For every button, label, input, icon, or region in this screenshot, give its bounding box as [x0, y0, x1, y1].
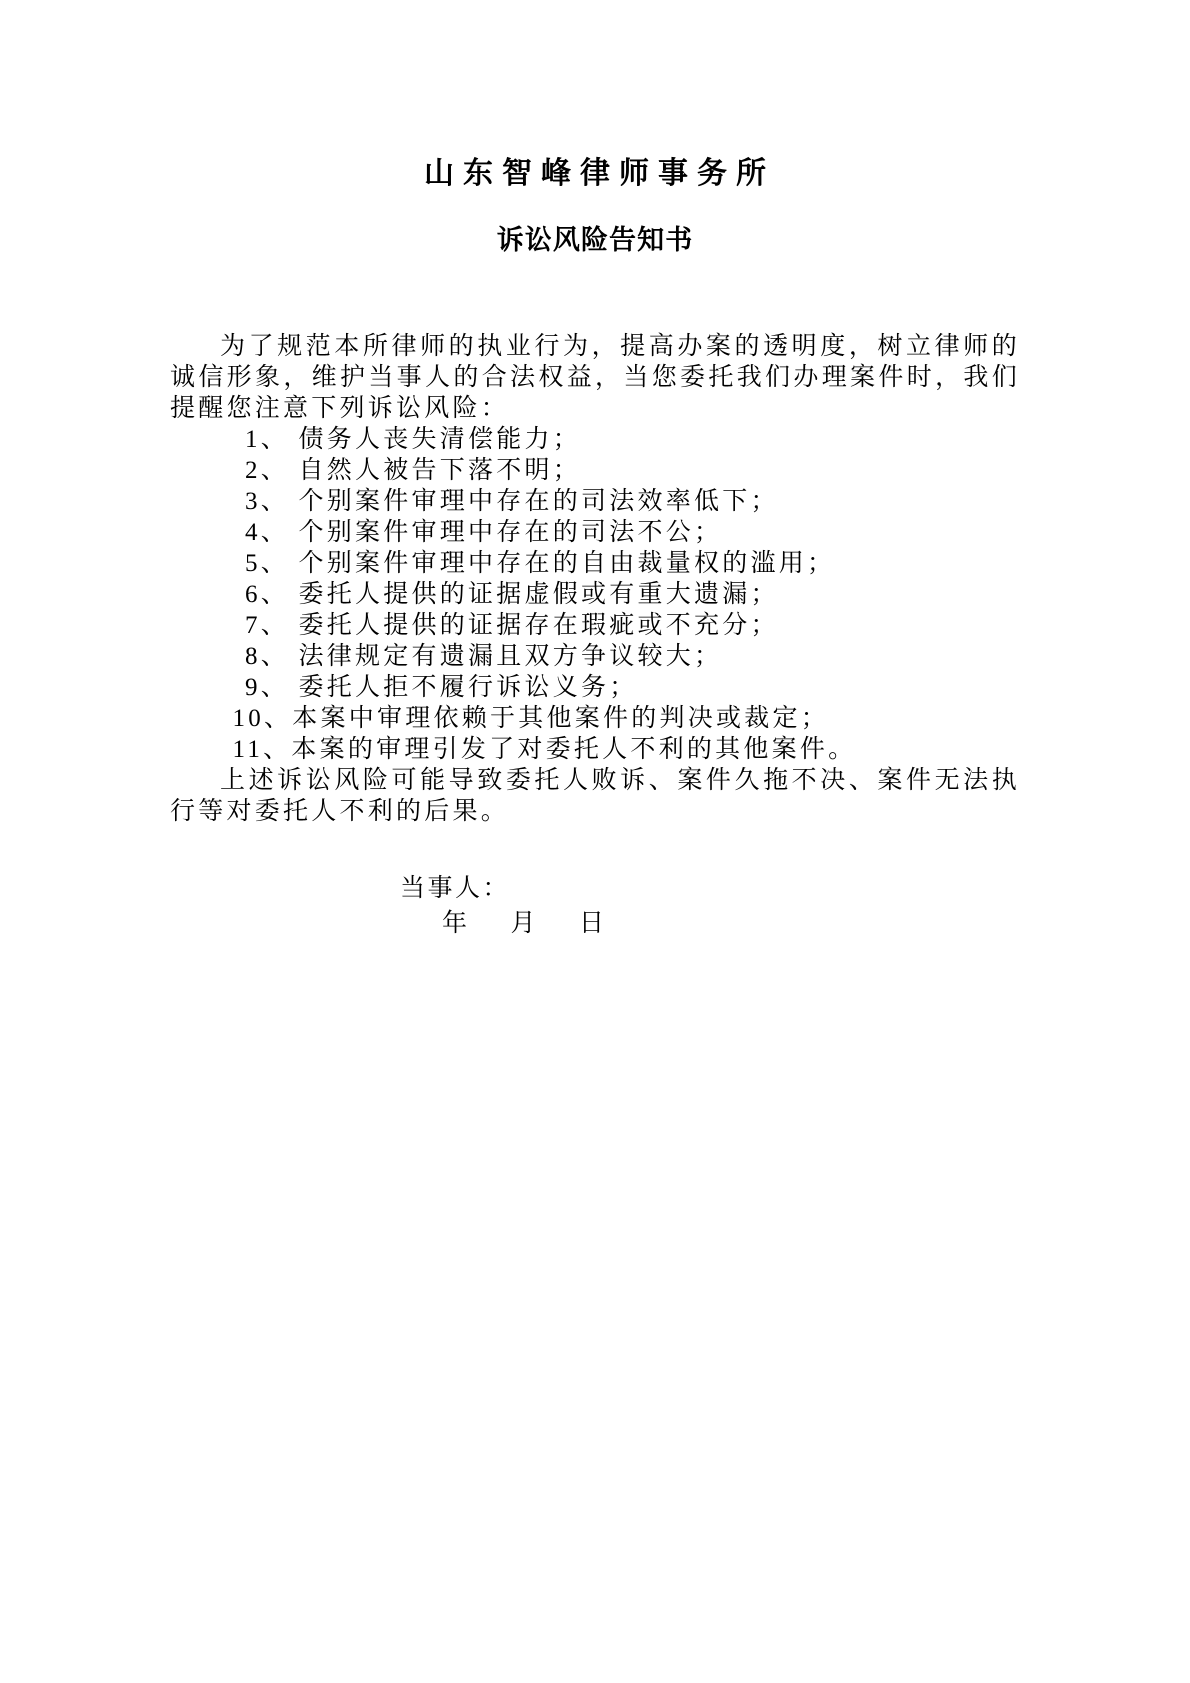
document-title: 山东智峰律师事务所: [424, 157, 775, 190]
risk-item-7: 7、 委托人提供的证据存在瑕疵或不充分；: [245, 612, 779, 639]
risk-item-5: 5、 个别案件审理中存在的自由裁量权的滥用；: [245, 550, 836, 577]
risk-item-1: 1、 债务人丧失清偿能力；: [245, 426, 582, 453]
risk-item-8: 8、 法律规定有遗漏且双方争议较大；: [245, 643, 723, 670]
day-label: 日: [579, 910, 607, 937]
risk-item-10: 10、本案中审理依赖于其他案件的判决或裁定；: [232, 705, 830, 732]
document-subtitle: 诉讼风险告知书: [496, 225, 694, 255]
year-label: 年: [442, 910, 470, 937]
risk-item-4: 4、 个别案件审理中存在的司法不公；: [245, 519, 723, 546]
signature-block: [170, 873, 1020, 939]
risk-list: [170, 424, 1020, 765]
closing-paragraph: 上述诉讼风险可能导致委托人败诉、案件久拖不决、案件无法执行等对委托人不利的后果。: [170, 767, 1020, 825]
risk-item-6: 6、 委托人提供的证据虚假或有重大遗漏；: [245, 581, 779, 608]
intro-paragraph: 为了规范本所律师的执业行为，提高办案的透明度，树立律师的诚信形象，维护当事人的合法权益，当您委托我们办理案件时，我们提醒您注意下列诉讼风险：: [170, 333, 1020, 422]
risk-item-2: 2、 自然人被告下落不明；: [245, 457, 582, 484]
risk-item-3: 3、 个别案件审理中存在的司法效率低下；: [245, 488, 779, 515]
party-label: 当事人：: [400, 875, 511, 902]
risk-item-9: 9、 委托人拒不履行诉讼义务；: [245, 674, 638, 701]
risk-item-11: 11、本案的审理引发了对委托人不利的其他案件。: [232, 736, 857, 763]
month-label: 月: [510, 910, 539, 937]
date-line: [442, 908, 1020, 939]
